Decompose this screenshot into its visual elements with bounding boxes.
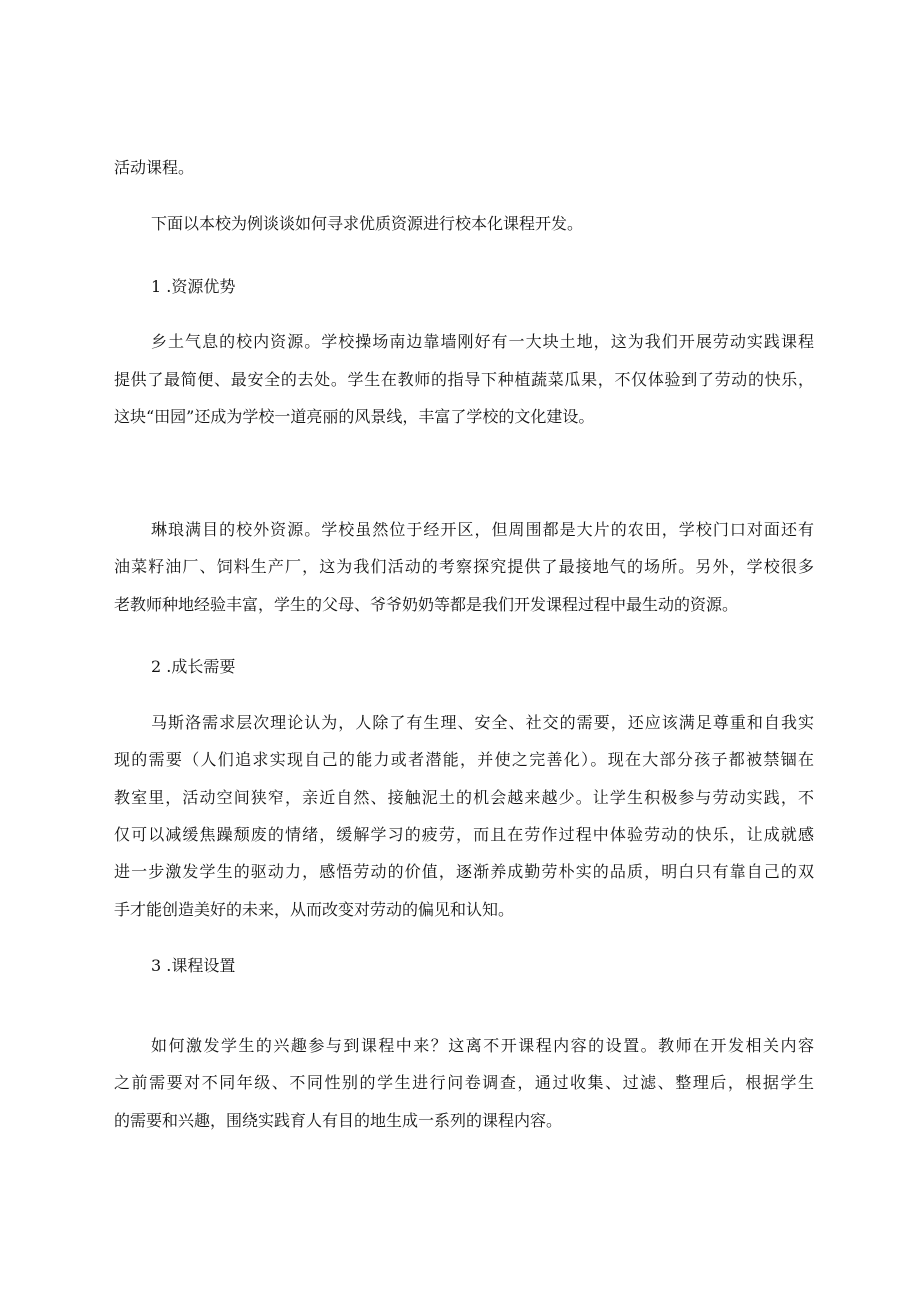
section-2-para-line: 进一步激发学生的驱动力，感悟劳动的价值，逐渐养成勤劳朴实的品质，明白只有靠自己的双	[114, 862, 814, 881]
intro-line: 下面以本校为例谈谈如何寻求优质资源进行校本化课程开发。	[151, 214, 584, 233]
section-1-heading: 1 .资源优势	[151, 277, 236, 296]
section-2-para-line: 仅可以减缓焦躁颓废的情绪，缓解学习的疲劳，而且在劳作过程中体验劳动的快乐，让成就感	[114, 825, 814, 844]
section-2-para-line: 现的需要（人们追求实现自己的能力或者潜能，并使之完善化）。现在大部分孩子都被禁锢在	[114, 750, 814, 769]
section-1-para-2-line: 琳琅满目的校外资源。学校虽然位于经开区，但周围都是大片的农田，学校门口对面还有	[151, 520, 814, 539]
section-3-para-line: 之前需要对不同年级、不同性别的学生进行问卷调查，通过收集、过滤、整理后，根据学生	[114, 1073, 814, 1092]
section-1-para-2-line: 老教师种地经验丰富，学生的父母、爷爷奶奶等都是我们开发课程过程中最生动的资源。	[114, 595, 739, 614]
section-2-heading: 2 .成长需要	[151, 657, 236, 676]
section-2-para-line: 手才能创造美好的未来，从而改变对劳动的偏见和认知。	[114, 900, 515, 919]
section-3-heading: 3 .课程设置	[151, 956, 236, 975]
section-1-para-2-line: 油菜籽油厂、饲料生产厂，这为我们活动的考察探究提供了最接地气的场所。另外，学校很多	[114, 557, 814, 576]
fragment-line: 活动课程。	[114, 158, 195, 177]
section-1-para-1-line: 乡土气息的校内资源。学校操场南边靠墙刚好有一大块土地，这为我们开展劳动实践课程	[151, 332, 814, 351]
section-3-para-line: 的需要和兴趣，围绕实践育人有目的地生成一系列的课程内容。	[114, 1111, 563, 1130]
section-1-para-1-line: 提供了最简便、最安全的去处。学生在教师的指导下种植蔬菜瓜果，不仅体验到了劳动的快乐，	[114, 370, 814, 389]
section-2-para-line: 马斯洛需求层次理论认为，人除了有生理、安全、社交的需要，还应该满足尊重和自我实	[151, 713, 814, 732]
section-1-para-1-line: 这块“田园”还成为学校一道亮丽的风景线，丰富了学校的文化建设。	[114, 407, 595, 426]
section-3-para-line: 如何激发学生的兴趣参与到课程中来？这离不开课程内容的设置。教师在开发相关内容	[151, 1036, 814, 1055]
section-2-para-line: 教室里，活动空间狭窄，亲近自然、接触泥土的机会越来越少。让学生积极参与劳动实践，不	[114, 788, 814, 807]
